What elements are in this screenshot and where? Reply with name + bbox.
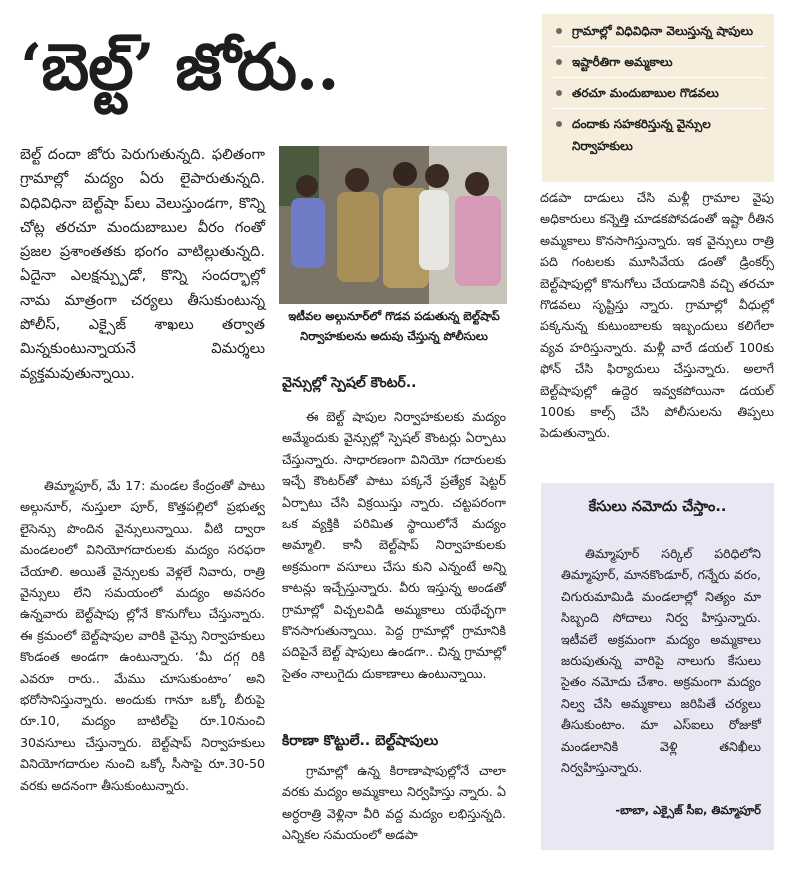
subheading-special-counter: వైన్సుల్లో స్పెషల్ కౌంటర్.. (282, 375, 417, 391)
quote-box-body: తిమ్మాపూర్ సర్కిల్ పరిధిలోని తిమ్మాపూర్, మానకొండూర్, గన్నేరు వరం, చిగురుమామిడి మండలాల్లో నిత్యం మా సిబ్బంది సోదాలు నిర్వ హిస్తున్నారు. ఇటీవలే అక్రమంగా మద్యం అమ్మకాలు జరుపుతున్న వారిపై నాలుగు కేసులు సైతం నమోదు చేశాం. అక్రమంగా మద్యం నిల్వ చేసి అమ్మకాలు జరిపితే చర్యలు తీసుకుంటాం. మా ఎస్ఐలు రోజుకో మండలానికి వెళ్లి తనిఖీలు నిర్వహిస్తున్నారు. (561, 546, 761, 776)
highlight-item: గ్రామాల్లో విధివిధినా వెలుస్తున్న షాపులు (552, 20, 766, 47)
column2-body2: గ్రామాల్లో ఉన్న కిరాణాషాపుల్లోనే చాలా వరకు మద్యం అమ్మకాలు నిర్వహిస్తు న్నారు. ఏ అర్ధరాత్రి వెళ్లినా వీరి వద్ద మద్యం లభిస్తున్నది. ఎన్నికల సమయంలో అడపా (282, 763, 506, 843)
headline: ‘బెల్ట్’ జోరు.. (20, 30, 339, 105)
column2-section1 (282, 372, 506, 684)
column1-body: తిమ్మాపూర్, మే 17: మండల కేంద్రంతో పాటు అల్గునూర్, నుస్తులా పూర్, కొత్తపల్లిలో ప్రభుత్వ లైసెన్సు పొందిన వైన్సులున్నాయి. వీటి ద్వారా మండలంలో వినియోగదారులకు మద్యం సరఫరా చేయాలి. అయితే వైన్సులకు వెళ్లలే నివారు, రాత్రి వైన్సులు లేని సమయంలో మద్యం అవసరం ఉన్నవారు బెల్ట్‌షాపు ల్లోనే కొనుగోలు చేస్తున్నారు. ఈ క్రమంలో బెల్ట్‌షాపుల వారికి వైన్సు నిర్వాహకులు కొండంత అండగా ఉంటున్నారు. ‘మీ దగ్గ రికి ఎవరూ రారు.. మేము చూసుకుంటాం’ అని భరోసానిస్తున్నారు. అందుకు గానూ ఒక్కో బీరుపై రూ.10, మద్యం బాటిల్‌పై రూ.10నుంచి 30వసూలు చేస్తున్నారు. బెల్ట్‌షాప్ నిర్వాహకులు వినియోగదారుల నుంచి ఒక్కో సీసాపై రూ.30-50 వరకు అదనంగా తీసుకుంటున్నారు. (20, 478, 265, 793)
quote-signature: -బాబా, ఎక్సైజ్ సీఐ, తిమ్మాపూర్ (615, 803, 761, 817)
column2-body: ఈ బెల్ట్ షాపుల నిర్వాహకులకు మద్యం అమ్మేందుకు వైన్సుల్లో స్పెషల్ కౌంటర్లు ఏర్పాటు చేస్తున్నారు. సాధారణంగా వినియో గదారులకు ఇచ్చే కౌంటర్‌తో పాటు పక్కనే ప్రత్యేక షెట్టర్ ఏర్పాటు చేసి విక్రయిస్తు న్నారు. చట్టపరంగా ఒక వ్యక్తికి పరిమిత స్థాయిలోనే మద్యం అమ్మాలి. కానీ బెల్ట్‌షాప్ నిర్వాహకులకు అక్రమంగా వసూలు చేసు కుని ఎన్నంటే అన్ని కాటన్లు ఇచ్చేస్తున్నారు. వీరు ఇస్తున్న అండతో గ్రామాల్లో విచ్చలవిడి అమ్మకాలు యథేచ్ఛగా కొనసాగుతున్నాయి. పెద్ద గ్రామాల్లో గ్రామానికి పదిపైనే బెల్ట్ షాపులు ఉండగా.. చిన్న గ్రామాల్లో సైతం నాలుగైదు దుకాణాలు ఉంటున్నాయి. (282, 409, 506, 681)
highlights-box (542, 14, 774, 182)
quote-box-title: కేసులు నమోదు చేస్తాం.. (588, 499, 727, 515)
lead-paragraph: బెల్ట్ దందా జోరు పెరుగుతున్నది. ఫలితంగా గ్రామాల్లో మద్యం ఏరు లైపారుతున్నది. విధివిధినా బెల్ట్‌షా ప్‌లు వెలుస్తుండగా, కొన్ని చోట్ల తరచూ మందుబాబుల వీరం గంతో ప్రజల ప్రశాంతతకు భంగం వాటిల్లుతున్నది. ఏదైనా ఎలక్షన్ప్పుడో, కొన్ని సందర్భాల్లో నామ మాత్రంగా చర్యలు తీసుకుంటున్న పోలీస్, ఎక్సైజ్ శాఖలు తర్వాత మిన్నకుంటున్నాయనే విమర్శలు వ్యక్తమవుతున్నాయి. (20, 146, 265, 382)
police-scene-image (279, 146, 507, 304)
column2-section2 (282, 730, 506, 846)
news-photo (279, 146, 507, 304)
subheading-kirana-shops: కిరాణా కొట్టులే.. బెల్ట్‌షాపులు (282, 733, 439, 749)
photo-caption: ఇటీవల అల్గునూర్‌లో గొడవ పడుతున్న బెల్ట్‌షాప్ నిర్వాహకులను అదుపు చేస్తున్న పోలీసులు (288, 309, 500, 343)
column3-body: దడపా దాడులు చేసి మళ్లీ గ్రామాల వైపు అధికారులు కన్నెత్తి చూడకపోవడంతో ఇష్టా రీతిన అమ్మకాలు కొనసాగిస్తున్నారు. ఇక వైన్సులు రాత్రి పది గంటలకు మూసివేయ డంతో డ్రింకర్స్ బెల్ట్‌షాపుల్లో కొనుగోలు చేయడానికి వచ్చి తరచూ గొడవలు సృష్టిస్తు న్నారు. గ్రామాల్లో వీధుల్లో పక్కనున్న కుటుంబాలకు ఇబ్బందులు కలిగేలా వ్యవ హరిస్తున్నారు. మళ్లీ వారే డయల్ 100కు ఫోన్ చేసి ఫిర్యాదులు చేస్తున్నారు. అలాగే బెల్ట్‌షాపుల్లో ఉద్దెర ఇవ్వకపోయినా డయల్ 100కు కాల్స్ చేసి పోలీసులను తిప్పలు పెడుతున్నారు. (540, 190, 774, 441)
quote-box (541, 483, 774, 850)
highlight-item: తరచూ మందుబాబుల గొడవలు (552, 82, 766, 109)
highlight-item: ఇష్టారీతిగా అమ్మకాలు (552, 51, 766, 78)
highlight-item: దందాకు సహకరిస్తున్న వైన్సుల నిర్వాహకులు (552, 113, 766, 157)
